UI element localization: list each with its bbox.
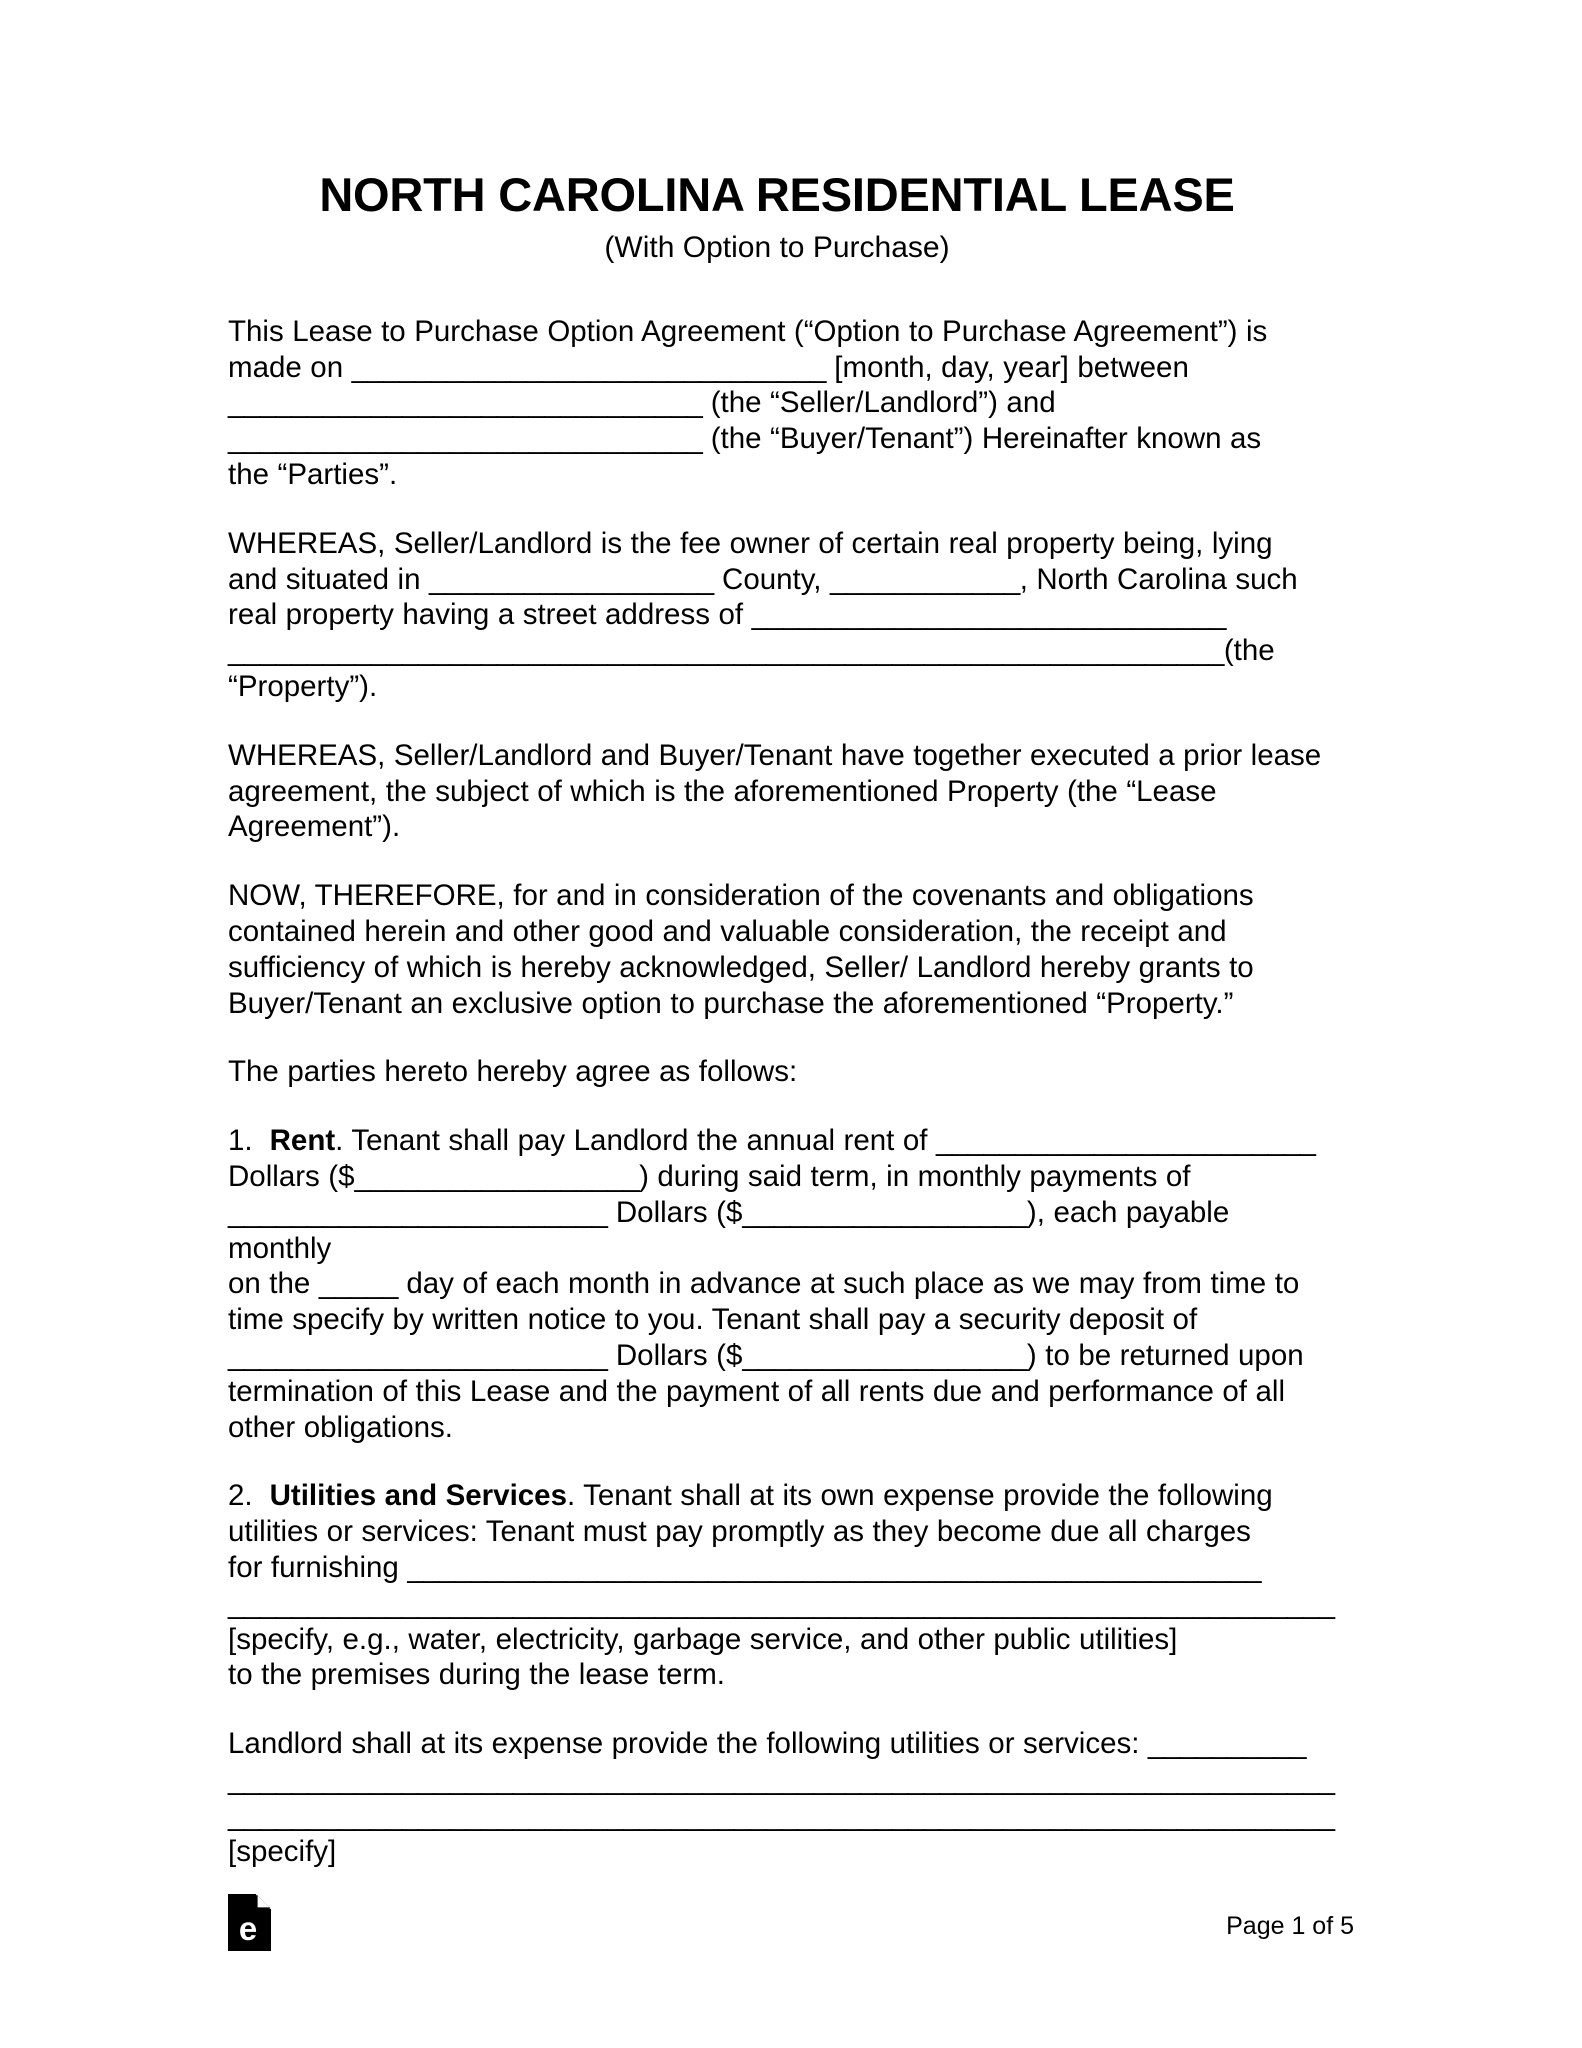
blank-buyer-tenant[interactable]: ______________________________ xyxy=(228,422,703,456)
section-2-t5: to the premises during the lease term. xyxy=(228,1658,725,1692)
section-1-t5: ), each payable monthly xyxy=(228,1195,1230,1265)
blank-tenant-utilities-2[interactable]: ______________________________________________________________________ xyxy=(228,1586,1335,1620)
landlord-utilities-t1-pre: Landlord shall at its expense provide the following utilities or services: xyxy=(228,1727,1148,1761)
section-1-t6-pre: on the xyxy=(228,1267,319,1301)
intro-line-2-post: [month, day, year] between xyxy=(825,350,1189,384)
blank-annual-rent-words[interactable]: ________________________ xyxy=(935,1124,1316,1158)
blank-monthly-rent-words[interactable]: ________________________ xyxy=(228,1195,608,1229)
section-1-t8: Dollars ($ xyxy=(607,1338,743,1372)
whereas-property-line-1: WHEREAS, Seller/Landlord is the fee owner of certain real property being, lying xyxy=(228,526,1273,560)
section-2-t1: . Tenant shall at its own expense provide the following xyxy=(566,1479,1273,1513)
section-2-t3-pre: for furnishing xyxy=(228,1550,408,1584)
blank-day-of-month[interactable]: _____ xyxy=(318,1267,398,1301)
intro-line-3-post: (the “Seller/Landlord”) and xyxy=(702,386,1056,420)
eforms-logo-icon xyxy=(228,1894,271,1951)
page-title: NORTH CAROLINA RESIDENTIAL LEASE xyxy=(319,168,1235,221)
section-1-t11: other obligations. xyxy=(228,1410,453,1444)
section-1-t2: Dollars ($ xyxy=(228,1159,355,1193)
paragraph-whereas-lease: WHEREAS, Seller/Landlord and Buyer/Tenant have together executed a prior lease agreement, the subject of which is the aforementioned Property (the “Lease Agreement”). xyxy=(228,738,1322,844)
blank-deposit-words[interactable]: ________________________ xyxy=(228,1338,608,1372)
body-block xyxy=(228,314,1335,1869)
section-1-t7: time specify by written notice to you. Tenant shall pay a security deposit of xyxy=(228,1303,1198,1337)
section-2-t4: [specify, e.g., water, electricity, garbage service, and other public utilities] xyxy=(228,1622,1178,1656)
blank-seller-landlord[interactable]: ______________________________ xyxy=(228,386,703,420)
section-1-t1: . Tenant shall pay Landlord the annual rent of xyxy=(335,1124,936,1158)
intro-line-4-post: (the “Buyer/Tenant”) Hereinafter known as xyxy=(702,422,1262,456)
svg-text:e: e xyxy=(238,1910,258,1947)
section-1-t6-post: day of each month in advance at such place as we may from time to xyxy=(397,1267,1300,1301)
section-1-t3: ) during said term, in monthly payments of xyxy=(639,1159,1191,1193)
section-2-heading: Utilities and Services xyxy=(269,1479,567,1513)
blank-county[interactable]: __________________ xyxy=(429,562,714,596)
intro-line-2-pre: made on xyxy=(228,350,352,384)
intro-line-5: the “Parties”. xyxy=(228,458,398,491)
section-2-t2: utilities or services: Tenant must pay promptly as they become due all charges xyxy=(228,1515,1251,1549)
section-1-number: 1. xyxy=(228,1124,253,1158)
paragraph-whereas-property xyxy=(228,526,1326,705)
section-2-utilities xyxy=(228,1478,1335,1693)
blank-city[interactable]: ____________ xyxy=(830,562,1020,596)
whereas-property-line-2-mid: County, xyxy=(713,562,830,596)
whereas-property-line-2-post: , North Carolina such xyxy=(1019,562,1298,596)
section-1-t4: Dollars ($ xyxy=(607,1195,743,1229)
page-number: Page 1 of 5 xyxy=(1226,1912,1354,1940)
whereas-property-line-4-post: (the “Property”). xyxy=(228,634,1275,703)
blank-landlord-utilities-3[interactable]: ______________________________________________________________________ xyxy=(228,1798,1335,1832)
document-body xyxy=(228,168,1335,1869)
paragraph-intro xyxy=(228,314,1326,493)
page-subtitle: (With Option to Purchase) xyxy=(604,230,950,264)
blank-deposit-amount[interactable]: __________________ xyxy=(742,1338,1027,1372)
whereas-property-line-3-pre: real property having a street address of xyxy=(228,598,752,632)
intro-line-1: This Lease to Purchase Option Agreement (“Option to Purchase Agreement”) is xyxy=(228,314,1268,348)
paragraph-landlord-utilities xyxy=(228,1726,1335,1869)
paragraph-now-therefore: NOW, THEREFORE, for and in consideration of the covenants and obligations contained herein and other good and valuable consideration, the receipt and sufficiency of which is hereby acknowledged, Seller/ Landlord hereby grants to Buyer/Tenant an exclusive option to purchase the aforementioned “Property.” xyxy=(228,879,1254,1020)
blank-annual-rent-amount[interactable]: __________________ xyxy=(354,1159,640,1193)
blank-date[interactable]: ______________________________ xyxy=(351,350,826,384)
blank-landlord-utilities-2[interactable]: ______________________________________________________________________ xyxy=(228,1762,1335,1796)
landlord-utilities-t2: [specify] xyxy=(228,1834,337,1868)
paragraph-agree: The parties hereto hereby agree as follows: xyxy=(228,1055,798,1089)
blank-landlord-utilities-1[interactable]: __________ xyxy=(1147,1727,1306,1761)
page-footer xyxy=(228,1879,1354,1951)
blank-monthly-rent-amount[interactable]: __________________ xyxy=(742,1195,1027,1229)
whereas-property-line-2-pre: and situated in xyxy=(228,562,429,596)
blank-street-address-cont[interactable]: _______________________________________________________________ xyxy=(228,634,1224,668)
blank-tenant-utilities-1[interactable]: ______________________________________________________ xyxy=(407,1550,1261,1584)
section-1-rent xyxy=(228,1123,1326,1445)
section-1-t10: termination of this Lease and the payment of all rents due and performance of all xyxy=(228,1374,1285,1408)
blank-street-address[interactable]: ______________________________ xyxy=(751,598,1226,632)
section-1-heading: Rent xyxy=(269,1124,336,1158)
section-2-number: 2. xyxy=(228,1479,253,1513)
section-1-t9: ) to be returned upon xyxy=(1026,1338,1304,1372)
